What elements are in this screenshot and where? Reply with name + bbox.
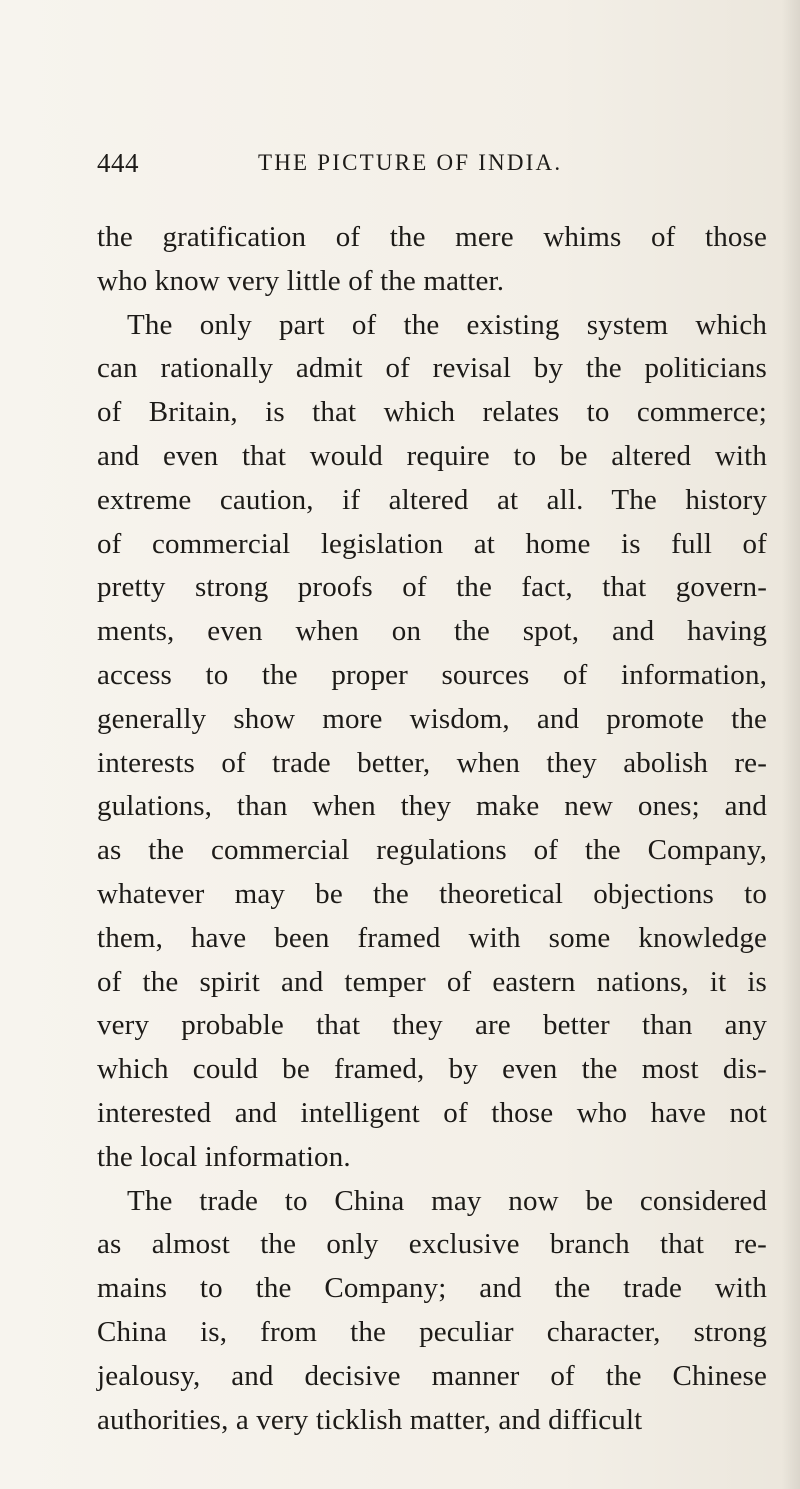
text-line: mains to the Company; and the trade with bbox=[97, 1272, 767, 1305]
page-edge-shadow bbox=[782, 0, 800, 1489]
text-line: interests of trade better, when they abolish re- bbox=[97, 746, 767, 779]
body-text bbox=[97, 216, 767, 1442]
text-line: China is, from the peculiar character, strong bbox=[97, 1315, 767, 1348]
text-line: whatever may be the theoretical objections to bbox=[97, 877, 767, 910]
text-line: the local information. bbox=[97, 1140, 351, 1173]
text-line: who know very little of the matter. bbox=[97, 264, 505, 297]
text-line: as the commercial regulations of the Company, bbox=[97, 834, 767, 867]
text-line: extreme caution, if altered at all. The history bbox=[97, 483, 767, 516]
text-line: them, have been framed with some knowledge bbox=[97, 921, 767, 954]
text-line: of commercial legislation at home is full of bbox=[97, 527, 767, 560]
running-head-title: THE PICTURE OF INDIA. bbox=[258, 150, 563, 175]
text-line: interested and intelligent of those who have not bbox=[97, 1096, 767, 1129]
text-line: The trade to China may now be considered bbox=[127, 1184, 767, 1217]
page-number: 444 bbox=[97, 148, 139, 178]
text-line: of the spirit and temper of eastern nations, it is bbox=[97, 965, 767, 998]
text-line: access to the proper sources of information, bbox=[97, 658, 767, 691]
text-line: as almost the only exclusive branch that re- bbox=[97, 1228, 767, 1261]
text-line: which could be framed, by even the most dis- bbox=[97, 1053, 767, 1086]
text-line: gulations, than when they make new ones; and bbox=[97, 790, 767, 823]
text-line: authorities, a very ticklish matter, and difficult bbox=[97, 1403, 643, 1436]
text-line: jealousy, and decisive manner of the Chinese bbox=[97, 1359, 767, 1392]
text-line: and even that would require to be altered with bbox=[97, 439, 767, 472]
text-line: of Britain, is that which relates to commerce; bbox=[97, 396, 767, 429]
text-line: generally show more wisdom, and promote the bbox=[97, 702, 767, 735]
text-line: pretty strong proofs of the fact, that govern- bbox=[97, 571, 767, 604]
text-line: can rationally admit of revisal by the politicians bbox=[97, 352, 767, 385]
text-line: The only part of the existing system which bbox=[127, 308, 767, 341]
text-line: ments, even when on the spot, and having bbox=[97, 615, 767, 648]
text-line: the gratification of the mere whims of those bbox=[97, 221, 767, 253]
running-head bbox=[0, 148, 800, 188]
text-line: very probable that they are better than any bbox=[97, 1009, 767, 1042]
